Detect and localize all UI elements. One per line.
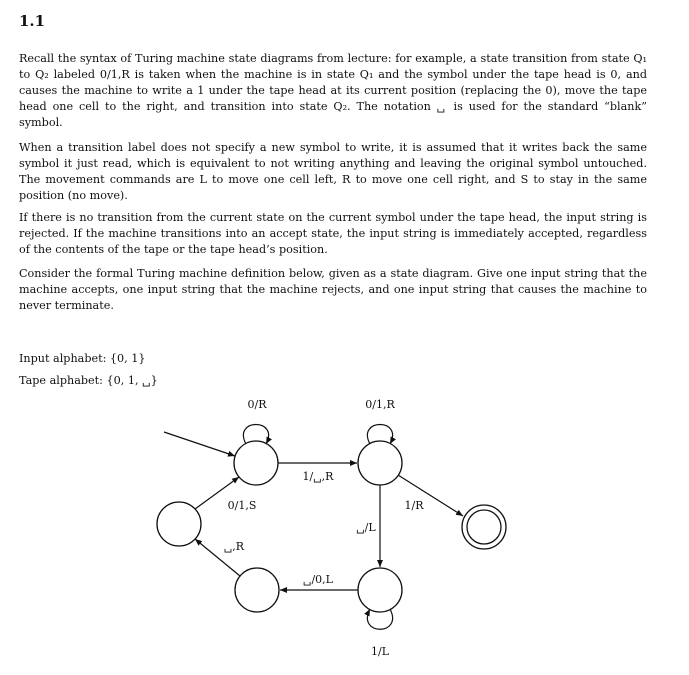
start-arrow <box>164 432 235 456</box>
state-accept-inner <box>467 510 501 544</box>
state-start <box>234 441 278 485</box>
state-left <box>157 502 201 546</box>
state-accept-outer <box>462 505 506 549</box>
paragraph-task: Consider the formal Turing machine definition below, given as a state diagram. Give one input string that the machine accepts, one input string that the machine rejects, and one input string that causes the machine to never terminate. <box>19 267 647 313</box>
section-heading: 1.1 <box>19 12 46 30</box>
paragraph-reject-accept: If there is no transition from the current state on the current symbol under the tape head, the input string is rejected. If the machine transitions into an accept state, the input string is immediately accepted, regardless of the contents of the tape or the tape head’s position. <box>19 211 647 257</box>
label-lower-self-loop: 1/L <box>370 645 390 658</box>
input-alphabet: Input alphabet: {0, 1} <box>19 352 146 365</box>
label-start-self-loop: 0/R <box>247 398 267 411</box>
label-left-to-start: 0/1,S <box>227 499 257 512</box>
label-lower-to-bottom: ␣/0,L <box>303 573 333 586</box>
tape-alphabet: Tape alphabet: {0, 1, ␣} <box>19 374 158 387</box>
label-right-self-loop: 0/1,R <box>365 398 395 411</box>
label-start-to-right: 1/␣,R <box>302 470 334 483</box>
state-bottom <box>235 568 279 612</box>
label-right-to-accept: 1/R <box>404 499 424 512</box>
paragraph-syntax: Recall the syntax of Turing machine state diagrams from lecture: for example, a state transition from state Q₁ to Q₂ labeled 0/1,R is taken when the machine is in state Q₁ and the symbol under the tape head is 0, and causes the machine to write a 1 under the tape head at its current position (replacing the 0), move the tape head one cell to the right, and transition into state Q₂. The notation ␣ is used for the standard “blank” symbol. <box>19 52 647 130</box>
state-right <box>358 441 402 485</box>
label-right-to-lower: ␣/L <box>356 521 376 534</box>
state-lower <box>358 568 402 612</box>
label-bottom-to-left: ␣,R <box>223 540 245 553</box>
paragraph-write-convention: When a transition label does not specify a new symbol to write, it is assumed that it writes back the same symbol it just read, which is equivalent to not writing anything and leaving the original symbol untouched. The movement commands are L to move one cell left, R to move one cell right, and S to stay in the same position (no move). <box>19 141 647 203</box>
